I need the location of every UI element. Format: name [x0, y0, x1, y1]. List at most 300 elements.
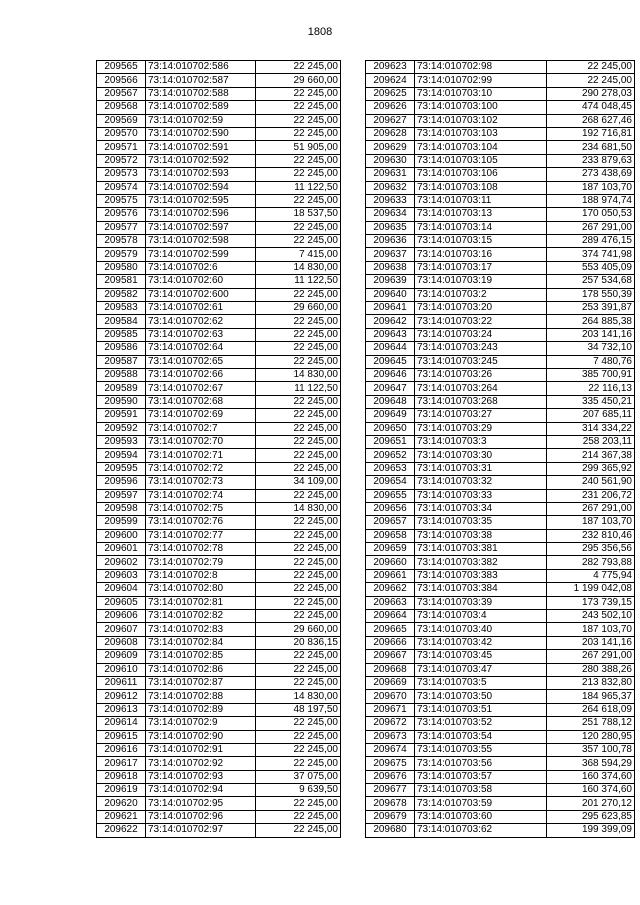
table-row — [97, 556, 341, 569]
table-row — [366, 261, 635, 274]
value-cell: 22 245,00 — [256, 676, 341, 689]
value-cell: 203 141,16 — [547, 636, 635, 649]
value-cell: 11 122,50 — [256, 275, 341, 288]
left-table — [96, 60, 341, 838]
row-number-cell: 209647 — [366, 382, 415, 395]
cadastral-number-cell: 73:14:010702:596 — [146, 208, 256, 221]
row-number-cell: 209669 — [366, 676, 415, 689]
table-row — [366, 476, 635, 489]
row-number-cell: 209576 — [97, 208, 146, 221]
cadastral-number-cell: 73:14:010702:599 — [146, 248, 256, 261]
value-cell: 474 048,45 — [547, 101, 635, 114]
table-row — [366, 208, 635, 221]
value-cell: 22 245,00 — [256, 409, 341, 422]
cadastral-number-cell: 73:14:010702:81 — [146, 596, 256, 609]
cadastral-number-cell: 73:14:010703:105 — [415, 154, 547, 167]
row-number-cell: 209607 — [97, 623, 146, 636]
value-cell: 22 245,00 — [256, 569, 341, 582]
cadastral-number-cell: 73:14:010703:10 — [415, 87, 547, 100]
table-row — [366, 101, 635, 114]
row-number-cell: 209597 — [97, 489, 146, 502]
table-row — [97, 583, 341, 596]
value-cell: 22 245,00 — [256, 422, 341, 435]
cadastral-number-cell: 73:14:010702:82 — [146, 610, 256, 623]
table-row — [97, 743, 341, 756]
row-number-cell: 209581 — [97, 275, 146, 288]
table-row — [366, 516, 635, 529]
table-row — [97, 422, 341, 435]
table-row — [97, 636, 341, 649]
value-cell: 385 700,91 — [547, 368, 635, 381]
row-number-cell: 209666 — [366, 636, 415, 649]
table-row — [366, 583, 635, 596]
table-row — [366, 194, 635, 207]
value-cell: 257 534,68 — [547, 275, 635, 288]
table-row — [97, 194, 341, 207]
table-row — [366, 703, 635, 716]
value-cell: 29 660,00 — [256, 302, 341, 315]
value-cell: 201 270,12 — [547, 797, 635, 810]
cadastral-number-cell: 73:14:010703:264 — [415, 382, 547, 395]
cadastral-number-cell: 73:14:010703:14 — [415, 221, 547, 234]
row-number-cell: 209679 — [366, 810, 415, 823]
row-number-cell: 209594 — [97, 449, 146, 462]
cadastral-number-cell: 73:14:010703:100 — [415, 101, 547, 114]
row-number-cell: 209638 — [366, 261, 415, 274]
cadastral-number-cell: 73:14:010703:35 — [415, 516, 547, 529]
value-cell: 51 905,00 — [256, 141, 341, 154]
table-row — [97, 543, 341, 556]
value-cell: 290 278,03 — [547, 87, 635, 100]
cadastral-number-cell: 73:14:010702:96 — [146, 810, 256, 823]
row-number-cell: 209654 — [366, 476, 415, 489]
table-row — [366, 435, 635, 448]
table-row — [97, 141, 341, 154]
table-row — [97, 476, 341, 489]
table-row — [366, 368, 635, 381]
value-cell: 184 965,37 — [547, 690, 635, 703]
right-table — [365, 60, 635, 838]
value-cell: 22 245,00 — [256, 61, 341, 74]
cadastral-number-cell: 73:14:010702:83 — [146, 623, 256, 636]
row-number-cell: 209593 — [97, 435, 146, 448]
row-number-cell: 209570 — [97, 127, 146, 140]
cadastral-number-cell: 73:14:010703:22 — [415, 315, 547, 328]
value-cell: 22 245,00 — [256, 650, 341, 663]
row-number-cell: 209596 — [97, 476, 146, 489]
cadastral-number-cell: 73:14:010702:592 — [146, 154, 256, 167]
row-number-cell: 209637 — [366, 248, 415, 261]
table-row — [366, 690, 635, 703]
cadastral-number-cell: 73:14:010702:90 — [146, 730, 256, 743]
value-cell: 22 245,00 — [256, 87, 341, 100]
row-number-cell: 209664 — [366, 610, 415, 623]
table-row — [97, 569, 341, 582]
row-number-cell: 209628 — [366, 127, 415, 140]
cadastral-number-cell: 73:14:010702:88 — [146, 690, 256, 703]
row-number-cell: 209622 — [97, 824, 146, 837]
cadastral-number-cell: 73:14:010702:9 — [146, 717, 256, 730]
row-number-cell: 209649 — [366, 409, 415, 422]
row-number-cell: 209585 — [97, 328, 146, 341]
row-number-cell: 209578 — [97, 235, 146, 248]
cadastral-number-cell: 73:14:010703:30 — [415, 449, 547, 462]
value-cell: 267 291,00 — [547, 650, 635, 663]
row-number-cell: 209662 — [366, 583, 415, 596]
table-row — [97, 676, 341, 689]
cadastral-number-cell: 73:14:010703:384 — [415, 583, 547, 596]
row-number-cell: 209659 — [366, 543, 415, 556]
table-row — [97, 342, 341, 355]
row-number-cell: 209591 — [97, 409, 146, 422]
value-cell: 178 550,39 — [547, 288, 635, 301]
cadastral-number-cell: 73:14:010702:8 — [146, 569, 256, 582]
table-row — [97, 368, 341, 381]
cadastral-number-cell: 73:14:010702:86 — [146, 663, 256, 676]
value-cell: 282 793,88 — [547, 556, 635, 569]
table-row — [97, 449, 341, 462]
cadastral-number-cell: 73:14:010703:4 — [415, 610, 547, 623]
cadastral-number-cell: 73:14:010703:15 — [415, 235, 547, 248]
row-number-cell: 209674 — [366, 743, 415, 756]
value-cell: 368 594,29 — [547, 757, 635, 770]
value-cell: 22 245,00 — [256, 288, 341, 301]
cadastral-number-cell: 73:14:010703:34 — [415, 502, 547, 515]
table-row — [97, 181, 341, 194]
table-row — [366, 462, 635, 475]
row-number-cell: 209667 — [366, 650, 415, 663]
value-cell: 22 245,00 — [256, 810, 341, 823]
value-cell: 214 367,38 — [547, 449, 635, 462]
table-row — [366, 596, 635, 609]
table-row — [366, 61, 635, 74]
row-number-cell: 209567 — [97, 87, 146, 100]
row-number-cell: 209580 — [97, 261, 146, 274]
row-number-cell: 209605 — [97, 596, 146, 609]
table-row — [366, 315, 635, 328]
row-number-cell: 209655 — [366, 489, 415, 502]
value-cell: 22 245,00 — [547, 61, 635, 74]
value-cell: 22 245,00 — [256, 114, 341, 127]
value-cell: 22 245,00 — [256, 194, 341, 207]
value-cell: 234 681,50 — [547, 141, 635, 154]
cadastral-number-cell: 73:14:010702:77 — [146, 529, 256, 542]
value-cell: 22 245,00 — [256, 556, 341, 569]
value-cell: 264 618,09 — [547, 703, 635, 716]
cadastral-number-cell: 73:14:010702:589 — [146, 101, 256, 114]
row-number-cell: 209646 — [366, 368, 415, 381]
value-cell: 273 438,69 — [547, 168, 635, 181]
table-row — [97, 221, 341, 234]
cadastral-number-cell: 73:14:010703:58 — [415, 784, 547, 797]
row-number-cell: 209609 — [97, 650, 146, 663]
cadastral-number-cell: 73:14:010703:17 — [415, 261, 547, 274]
row-number-cell: 209592 — [97, 422, 146, 435]
table-row — [97, 650, 341, 663]
table-row — [366, 181, 635, 194]
cadastral-number-cell: 73:14:010702:73 — [146, 476, 256, 489]
row-number-cell: 209565 — [97, 61, 146, 74]
row-number-cell: 209665 — [366, 623, 415, 636]
cadastral-number-cell: 73:14:010703:103 — [415, 127, 547, 140]
row-number-cell: 209620 — [97, 797, 146, 810]
row-number-cell: 209652 — [366, 449, 415, 462]
row-number-cell: 209572 — [97, 154, 146, 167]
row-number-cell: 209632 — [366, 181, 415, 194]
table-row — [366, 556, 635, 569]
value-cell: 22 245,00 — [256, 342, 341, 355]
cadastral-number-cell: 73:14:010702:84 — [146, 636, 256, 649]
cadastral-number-cell: 73:14:010703:108 — [415, 181, 547, 194]
table-row — [366, 235, 635, 248]
table-row — [97, 154, 341, 167]
value-cell: 14 830,00 — [256, 368, 341, 381]
value-cell: 268 627,46 — [547, 114, 635, 127]
value-cell: 7 415,00 — [256, 248, 341, 261]
value-cell: 170 050,53 — [547, 208, 635, 221]
cadastral-number-cell: 73:14:010702:92 — [146, 757, 256, 770]
cadastral-number-cell: 73:14:010702:588 — [146, 87, 256, 100]
row-number-cell: 209611 — [97, 676, 146, 689]
value-cell: 553 405,09 — [547, 261, 635, 274]
row-number-cell: 209671 — [366, 703, 415, 716]
cadastral-number-cell: 73:14:010703:245 — [415, 355, 547, 368]
table-row — [97, 248, 341, 261]
cadastral-number-cell: 73:14:010703:27 — [415, 409, 547, 422]
value-cell: 22 245,00 — [256, 235, 341, 248]
value-cell: 22 245,00 — [256, 529, 341, 542]
cadastral-number-cell: 73:14:010702:97 — [146, 824, 256, 837]
value-cell: 267 291,00 — [547, 502, 635, 515]
table-row — [97, 623, 341, 636]
row-number-cell: 209642 — [366, 315, 415, 328]
value-cell: 7 480,76 — [547, 355, 635, 368]
row-number-cell: 209606 — [97, 610, 146, 623]
row-number-cell: 209626 — [366, 101, 415, 114]
row-number-cell: 209624 — [366, 74, 415, 87]
cadastral-number-cell: 73:14:010702:85 — [146, 650, 256, 663]
cadastral-number-cell: 73:14:010702:69 — [146, 409, 256, 422]
value-cell: 207 685,11 — [547, 409, 635, 422]
row-number-cell: 209615 — [97, 730, 146, 743]
table-row — [366, 87, 635, 100]
cadastral-number-cell: 73:14:010702:598 — [146, 235, 256, 248]
row-number-cell: 209577 — [97, 221, 146, 234]
row-number-cell: 209678 — [366, 797, 415, 810]
cadastral-number-cell: 73:14:010703:59 — [415, 797, 547, 810]
table-row — [366, 650, 635, 663]
table-row — [366, 543, 635, 556]
value-cell: 22 245,00 — [256, 168, 341, 181]
value-cell: 22 245,00 — [256, 663, 341, 676]
table-row — [366, 127, 635, 140]
table-row — [366, 717, 635, 730]
table-row — [97, 275, 341, 288]
cadastral-number-cell: 73:14:010702:98 — [415, 61, 547, 74]
value-cell: 1 199 042,08 — [547, 583, 635, 596]
cadastral-number-cell: 73:14:010703:29 — [415, 422, 547, 435]
row-number-cell: 209619 — [97, 784, 146, 797]
row-number-cell: 209608 — [97, 636, 146, 649]
table-row — [366, 168, 635, 181]
row-number-cell: 209588 — [97, 368, 146, 381]
row-number-cell: 209604 — [97, 583, 146, 596]
cadastral-number-cell: 73:14:010702:68 — [146, 395, 256, 408]
cadastral-number-cell: 73:14:010703:57 — [415, 770, 547, 783]
table-row — [97, 114, 341, 127]
value-cell: 22 245,00 — [256, 315, 341, 328]
table-row — [97, 516, 341, 529]
cadastral-number-cell: 73:14:010702:95 — [146, 797, 256, 810]
cadastral-number-cell: 73:14:010703:62 — [415, 824, 547, 837]
row-number-cell: 209603 — [97, 569, 146, 582]
value-cell: 14 830,00 — [256, 502, 341, 515]
cadastral-number-cell: 73:14:010702:72 — [146, 462, 256, 475]
row-number-cell: 209616 — [97, 743, 146, 756]
value-cell: 29 660,00 — [256, 623, 341, 636]
row-number-cell: 209568 — [97, 101, 146, 114]
table-row — [97, 235, 341, 248]
cadastral-number-cell: 73:14:010703:381 — [415, 543, 547, 556]
table-row — [366, 784, 635, 797]
cadastral-number-cell: 73:14:010702:76 — [146, 516, 256, 529]
value-cell: 22 245,00 — [256, 743, 341, 756]
table-row — [366, 355, 635, 368]
cadastral-number-cell: 73:14:010703:56 — [415, 757, 547, 770]
value-cell: 11 122,50 — [256, 382, 341, 395]
row-number-cell: 209584 — [97, 315, 146, 328]
value-cell: 22 245,00 — [256, 435, 341, 448]
row-number-cell: 209595 — [97, 462, 146, 475]
value-cell: 22 245,00 — [256, 101, 341, 114]
row-number-cell: 209680 — [366, 824, 415, 837]
cadastral-number-cell: 73:14:010703:383 — [415, 569, 547, 582]
table-row — [366, 770, 635, 783]
row-number-cell: 209634 — [366, 208, 415, 221]
cadastral-number-cell: 73:14:010703:11 — [415, 194, 547, 207]
cadastral-number-cell: 73:14:010702:600 — [146, 288, 256, 301]
cadastral-number-cell: 73:14:010703:26 — [415, 368, 547, 381]
table-row — [366, 569, 635, 582]
cadastral-number-cell: 73:14:010703:243 — [415, 342, 547, 355]
table-row — [366, 395, 635, 408]
table-row — [366, 676, 635, 689]
table-row — [97, 502, 341, 515]
table-row — [97, 168, 341, 181]
row-number-cell: 209672 — [366, 717, 415, 730]
cadastral-number-cell: 73:14:010702:71 — [146, 449, 256, 462]
table-row — [97, 395, 341, 408]
row-number-cell: 209573 — [97, 168, 146, 181]
table-row — [97, 810, 341, 823]
value-cell: 22 245,00 — [256, 154, 341, 167]
table-row — [97, 409, 341, 422]
cadastral-number-cell: 73:14:010703:13 — [415, 208, 547, 221]
cadastral-number-cell: 73:14:010703:31 — [415, 462, 547, 475]
value-cell: 14 830,00 — [256, 690, 341, 703]
value-cell: 357 100,78 — [547, 743, 635, 756]
row-number-cell: 209644 — [366, 342, 415, 355]
table-row — [366, 221, 635, 234]
value-cell: 120 280,95 — [547, 730, 635, 743]
table-row — [366, 422, 635, 435]
cadastral-number-cell: 73:14:010703:32 — [415, 476, 547, 489]
value-cell: 22 245,00 — [256, 328, 341, 341]
cadastral-number-cell: 73:14:010702:65 — [146, 355, 256, 368]
value-cell: 34 732,10 — [547, 342, 635, 355]
value-cell: 173 739,15 — [547, 596, 635, 609]
row-number-cell: 209602 — [97, 556, 146, 569]
value-cell: 22 245,00 — [256, 543, 341, 556]
value-cell: 264 885,38 — [547, 315, 635, 328]
table-row — [97, 663, 341, 676]
cadastral-number-cell: 73:14:010703:20 — [415, 302, 547, 315]
value-cell: 258 203,11 — [547, 435, 635, 448]
cadastral-number-cell: 73:14:010702:87 — [146, 676, 256, 689]
row-number-cell: 209587 — [97, 355, 146, 368]
row-number-cell: 209663 — [366, 596, 415, 609]
value-cell: 22 245,00 — [256, 610, 341, 623]
row-number-cell: 209574 — [97, 181, 146, 194]
value-cell: 22 245,00 — [256, 797, 341, 810]
cadastral-number-cell: 73:14:010703:38 — [415, 529, 547, 542]
table-row — [97, 462, 341, 475]
table-row — [97, 208, 341, 221]
value-cell: 22 245,00 — [256, 717, 341, 730]
cadastral-number-cell: 73:14:010703:52 — [415, 717, 547, 730]
cadastral-number-cell: 73:14:010702:7 — [146, 422, 256, 435]
table-row — [366, 302, 635, 315]
row-number-cell: 209614 — [97, 717, 146, 730]
cadastral-number-cell: 73:14:010702:67 — [146, 382, 256, 395]
table-row — [366, 529, 635, 542]
value-cell: 22 245,00 — [256, 489, 341, 502]
cadastral-number-cell: 73:14:010703:50 — [415, 690, 547, 703]
value-cell: 22 245,00 — [256, 462, 341, 475]
row-number-cell: 209613 — [97, 703, 146, 716]
table-row — [366, 342, 635, 355]
row-number-cell: 209676 — [366, 770, 415, 783]
table-row — [97, 127, 341, 140]
table-row — [97, 87, 341, 100]
cadastral-number-cell: 73:14:010703:39 — [415, 596, 547, 609]
value-cell: 243 502,10 — [547, 610, 635, 623]
value-cell: 188 974,74 — [547, 194, 635, 207]
row-number-cell: 209610 — [97, 663, 146, 676]
row-number-cell: 209618 — [97, 770, 146, 783]
table-row — [97, 784, 341, 797]
value-cell: 213 832,80 — [547, 676, 635, 689]
cadastral-number-cell: 73:14:010703:19 — [415, 275, 547, 288]
table-row — [97, 529, 341, 542]
value-cell: 232 810,46 — [547, 529, 635, 542]
cadastral-number-cell: 73:14:010703:54 — [415, 730, 547, 743]
cadastral-number-cell: 73:14:010703:40 — [415, 623, 547, 636]
row-number-cell: 209612 — [97, 690, 146, 703]
value-cell: 22 245,00 — [256, 127, 341, 140]
table-row — [97, 703, 341, 716]
table-row — [366, 409, 635, 422]
value-cell: 203 141,16 — [547, 328, 635, 341]
table-row — [366, 743, 635, 756]
value-cell: 374 741,98 — [547, 248, 635, 261]
cadastral-number-cell: 73:14:010703:268 — [415, 395, 547, 408]
row-number-cell: 209589 — [97, 382, 146, 395]
table-row — [366, 502, 635, 515]
value-cell: 22 116,13 — [547, 382, 635, 395]
cadastral-number-cell: 73:14:010703:5 — [415, 676, 547, 689]
table-row — [97, 101, 341, 114]
